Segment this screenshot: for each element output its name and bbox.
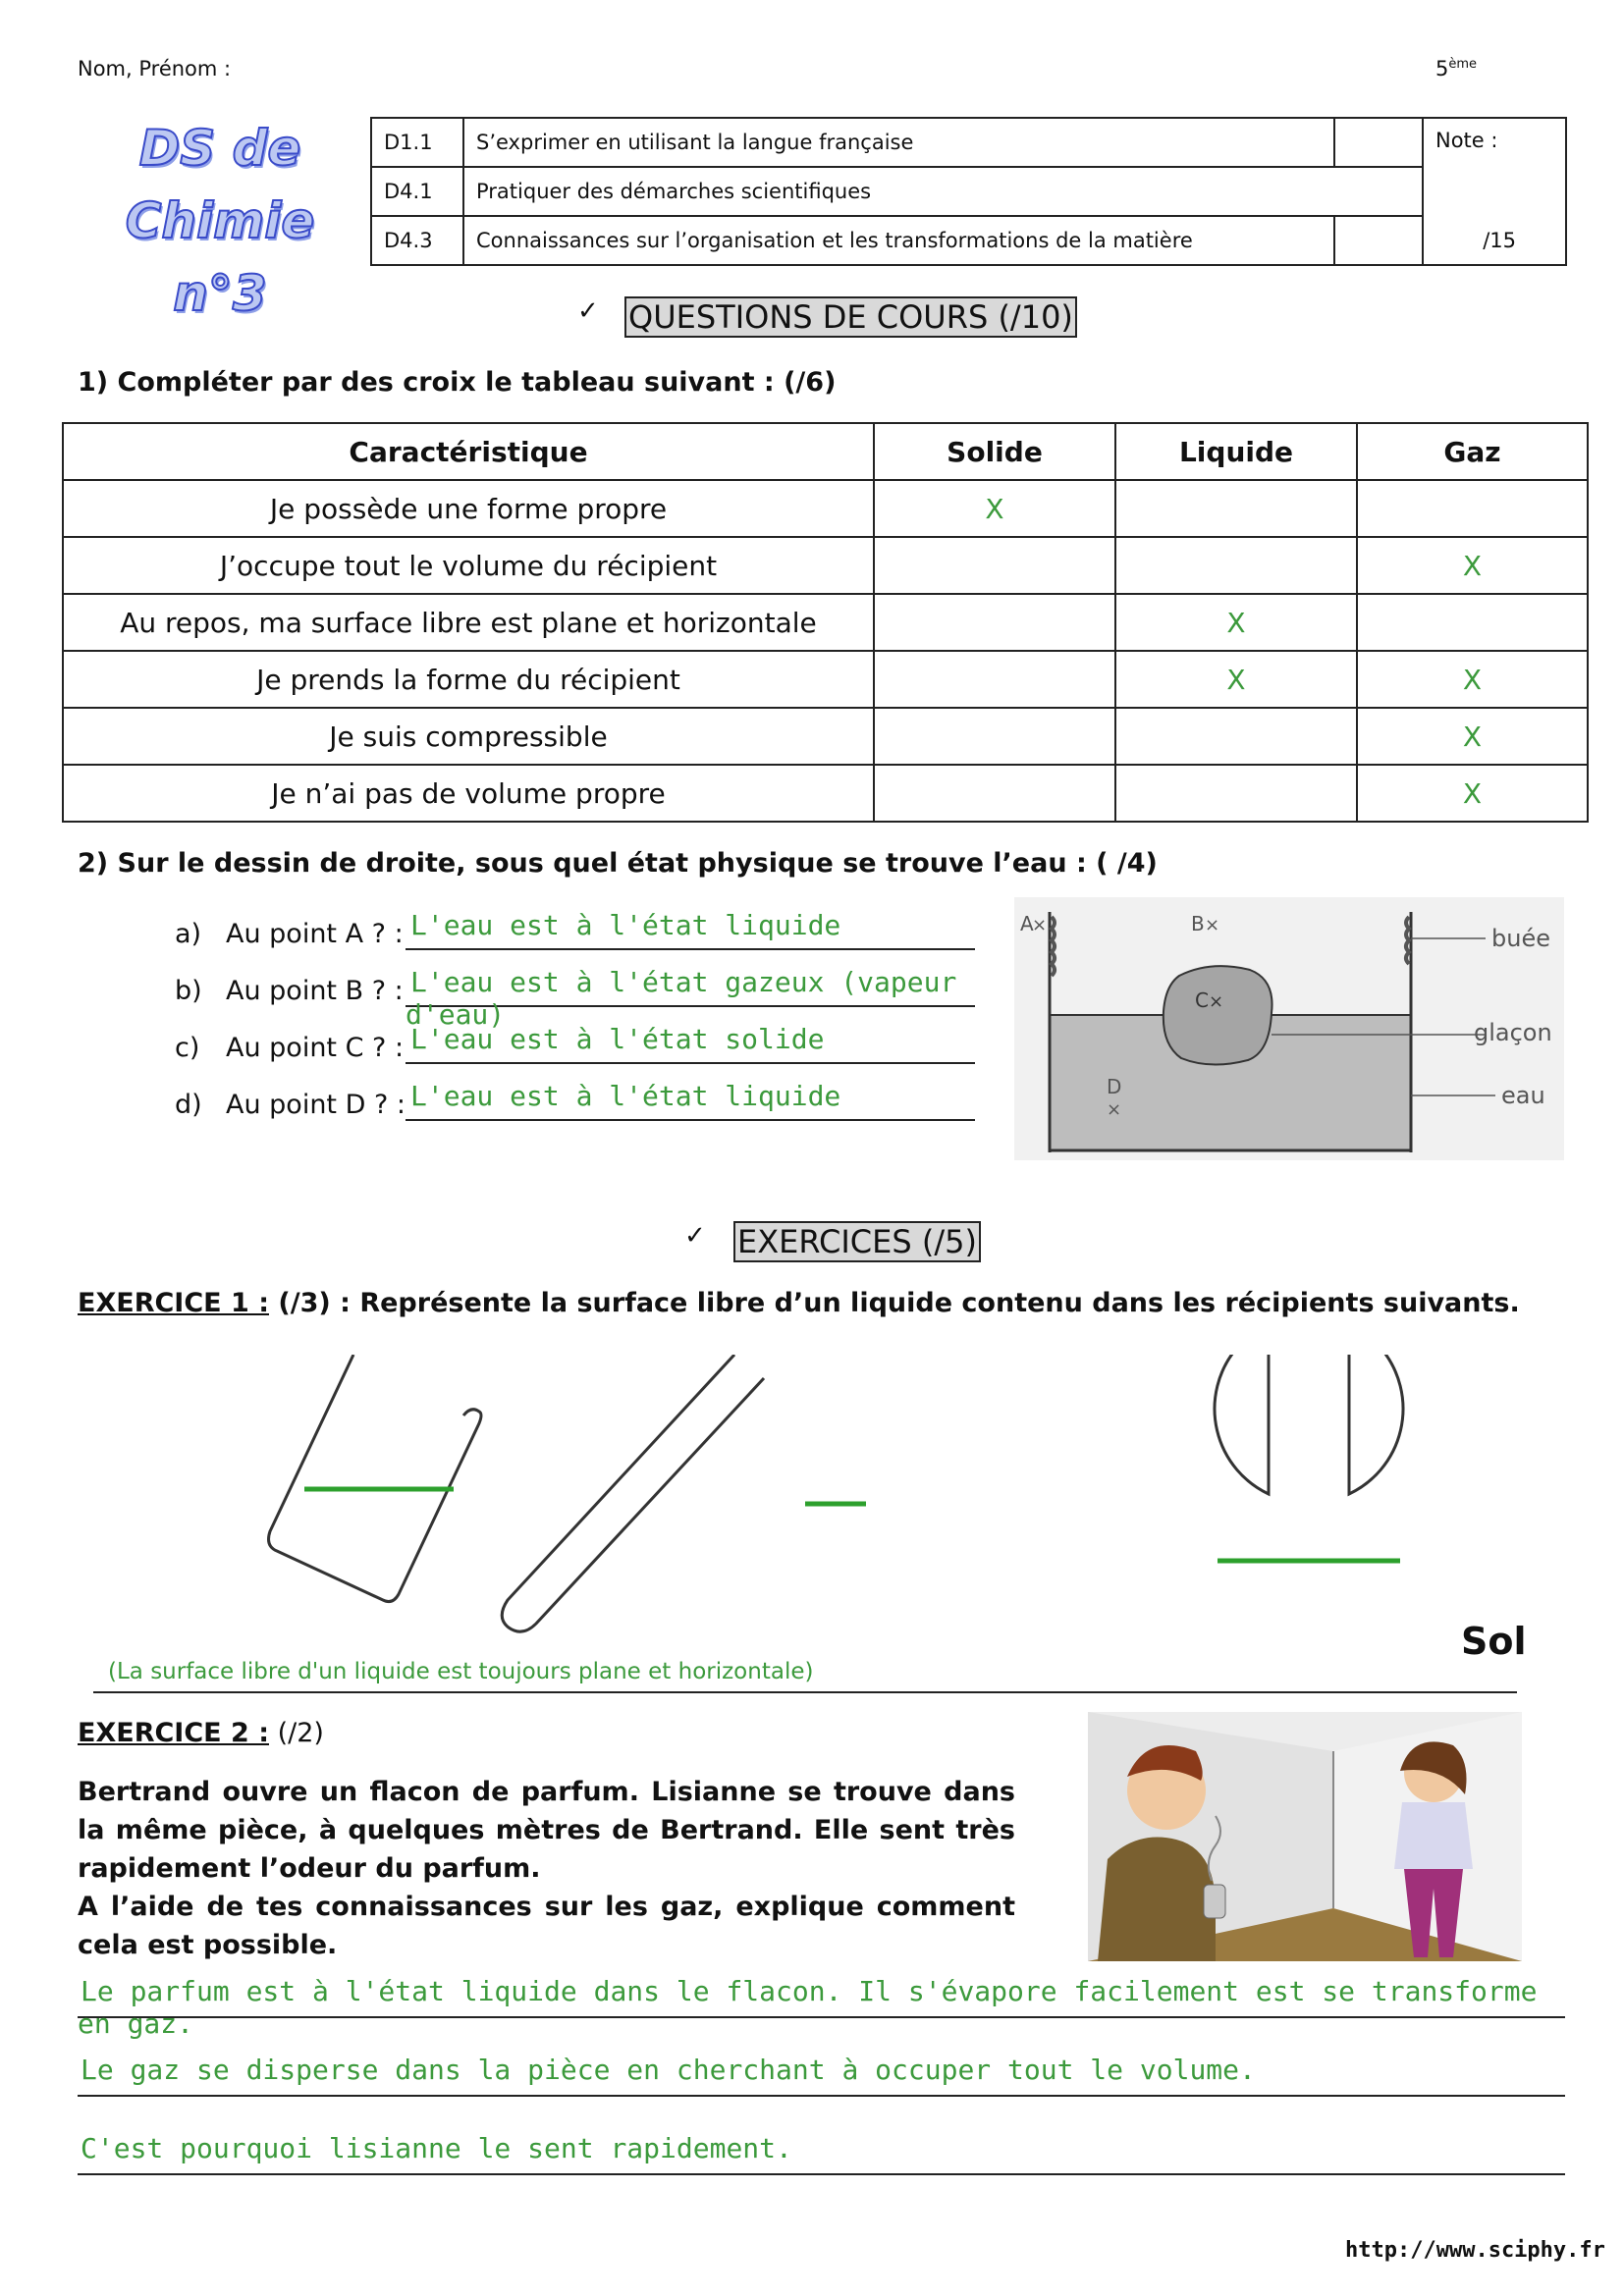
section-title-exercices: EXERCICES (/5) [733, 1221, 981, 1262]
cell-solide [874, 537, 1115, 594]
competence-grade-cell [1334, 118, 1423, 167]
cross-mark: × [1032, 915, 1048, 935]
class-level: 5ème [1435, 57, 1478, 80]
answer-field[interactable] [78, 2054, 1565, 2097]
item-letter: d) [175, 1090, 202, 1120]
answer-row [175, 962, 980, 1031]
item-label: Au point A ? : [226, 919, 404, 949]
col-header-solide: Solide [874, 423, 1115, 480]
footer-url[interactable]: http://www.sciphy.fr [1345, 2238, 1605, 2263]
cell-solide [874, 594, 1115, 651]
table-row [63, 594, 1588, 651]
cell-gaz: X [1357, 708, 1588, 765]
cell-liquide [1115, 765, 1357, 822]
cross-mark: × [1205, 915, 1220, 935]
buee-label: buée [1491, 925, 1550, 952]
exercise-2-heading [78, 1718, 324, 1748]
exercise-2-answers [78, 1967, 1570, 2203]
cell-solide [874, 708, 1115, 765]
cell-liquide: X [1115, 594, 1357, 651]
competence-label: Connaissances sur l’organisation et les transformations de la matière [463, 216, 1334, 265]
item-label: Au point B ? : [226, 976, 404, 1006]
table-row [63, 537, 1588, 594]
item-letter: a) [175, 919, 202, 949]
row-label: Je prends la forme du récipient [63, 651, 874, 708]
cell-gaz [1357, 480, 1588, 537]
competences-table [370, 117, 1567, 266]
ice-beaker-figure [1014, 897, 1564, 1160]
competence-code: D1.1 [371, 118, 463, 167]
exercise-1-statement [78, 1288, 1520, 1318]
point-a-label: A [1020, 912, 1034, 935]
col-header-gaz: Gaz [1357, 423, 1588, 480]
answer-text: L'eau est à l'état liquide [410, 1080, 841, 1112]
cell-gaz: X [1357, 537, 1588, 594]
competence-label: Pratiquer des démarches scientifiques [463, 167, 1423, 216]
cell-liquide [1115, 480, 1357, 537]
competence-label: S’exprimer en utilisant la langue française [463, 118, 1334, 167]
exercise-2-question: A l’aide de tes connaissances sur les gaz, explique comment cela est possible. [78, 1892, 1015, 1960]
row-label: J’occupe tout le volume du récipient [63, 537, 874, 594]
cell-liquide [1115, 708, 1357, 765]
item-letter: c) [175, 1033, 200, 1063]
competence-code: D4.3 [371, 216, 463, 265]
answer-text: L'eau est à l'état gazeux (vapeur d'eau) [406, 966, 957, 1031]
answer-field[interactable] [78, 1975, 1565, 2040]
containers-drawing [196, 1355, 1434, 1688]
table-row [63, 651, 1588, 708]
item-label: Au point D ? : [226, 1090, 406, 1120]
point-b-label: B [1191, 912, 1205, 935]
sol-label: Sol [1461, 1620, 1527, 1663]
answer-field[interactable] [406, 966, 975, 1031]
round-flask [1215, 1355, 1403, 1494]
note-label: Note : [1423, 118, 1566, 216]
cell-gaz: X [1357, 651, 1588, 708]
answer-row [175, 905, 980, 962]
question-2: 2) Sur le dessin de droite, sous quel état physique se trouve l’eau : ( /4) [78, 848, 1158, 879]
row-label: Je n’ai pas de volume propre [63, 765, 874, 822]
table-row [63, 708, 1588, 765]
cell-gaz [1357, 594, 1588, 651]
point-d-label: D [1107, 1075, 1122, 1098]
answer-row [78, 2046, 1570, 2124]
competence-code: D4.1 [371, 167, 463, 216]
point-c-label: C [1195, 988, 1209, 1012]
states-table [62, 422, 1589, 823]
answer-line [93, 1691, 1517, 1693]
row-label: Je possède une forme propre [63, 480, 874, 537]
item-letter: b) [175, 976, 202, 1006]
note-max: /15 [1423, 216, 1566, 265]
answer-field[interactable] [406, 1023, 975, 1064]
name-label: Nom, Prénom : [78, 57, 232, 80]
cell-liquide: X [1115, 651, 1357, 708]
cross-mark: × [1107, 1099, 1122, 1120]
logo: DS de Chimie n°3 [125, 120, 315, 322]
answer-row [78, 1967, 1570, 2046]
question-1: 1) Compléter par des croix le tableau suivant : (/6) [78, 367, 837, 398]
row-label: Au repos, ma surface libre est plane et horizontale [63, 594, 874, 651]
section-title-cours: QUESTIONS DE COURS (/10) [624, 296, 1077, 338]
check-icon: ✓ [684, 1221, 706, 1251]
table-row [63, 765, 1588, 822]
answer-text: L'eau est à l'état solide [410, 1023, 825, 1055]
check-icon: ✓ [577, 296, 599, 326]
exercise-2-points: (/2) [269, 1718, 324, 1748]
item-label: Au point C ? : [226, 1033, 405, 1063]
q2-answers [175, 905, 980, 1133]
answer-field[interactable] [78, 2132, 1565, 2175]
exercise-2-paragraph: Bertrand ouvre un flacon de parfum. Lisianne se trouve dans la même pièce, à quelques mètres de Bertrand. Elle sent très rapidement l’odeur du parfum. [78, 1777, 1015, 1884]
answer-row [175, 1019, 980, 1076]
exercise-1-title: EXERCICE 1 : [78, 1288, 269, 1318]
cell-solide [874, 765, 1115, 822]
answer-text: Le gaz se disperse dans la pièce en cherchant à occuper tout le volume. [81, 2054, 1256, 2086]
answer-text: Le parfum est à l'état liquide dans le flacon. Il s'évapore facilement est se transforme en gaz. [78, 1975, 1538, 2040]
exercise-2-text [78, 1773, 1015, 1964]
cell-solide [874, 651, 1115, 708]
table-row [63, 480, 1588, 537]
cross-mark: × [1209, 991, 1224, 1012]
exercise-2-title: EXERCICE 2 : [78, 1718, 269, 1748]
answer-text: L'eau est à l'état liquide [410, 909, 841, 941]
glacon-label: glaçon [1474, 1019, 1552, 1046]
test-tube [502, 1355, 764, 1631]
tilted-beaker [269, 1355, 481, 1602]
exercise-1-answer: (La surface libre d'un liquide est toujours plane et horizontale) [108, 1659, 814, 1684]
perfume-illustration [1088, 1712, 1522, 1961]
cell-gaz: X [1357, 765, 1588, 822]
answer-field[interactable] [406, 909, 975, 950]
row-label: Je suis compressible [63, 708, 874, 765]
cell-liquide [1115, 537, 1357, 594]
exercise-1-text: (/3) : Représente la surface libre d’un liquide contenu dans les récipients suivants. [269, 1288, 1520, 1318]
competence-grade-cell [1334, 216, 1423, 265]
answer-text: C'est pourquoi lisianne le sent rapidement. [81, 2132, 792, 2164]
answer-row [78, 2124, 1570, 2203]
table-header-row [63, 423, 1588, 480]
col-header-liquide: Liquide [1115, 423, 1357, 480]
cell-solide: X [874, 480, 1115, 537]
answer-field[interactable] [406, 1080, 975, 1121]
eau-label: eau [1501, 1082, 1545, 1109]
answer-row [175, 1076, 980, 1133]
col-header-caracteristique: Caractéristique [63, 423, 874, 480]
